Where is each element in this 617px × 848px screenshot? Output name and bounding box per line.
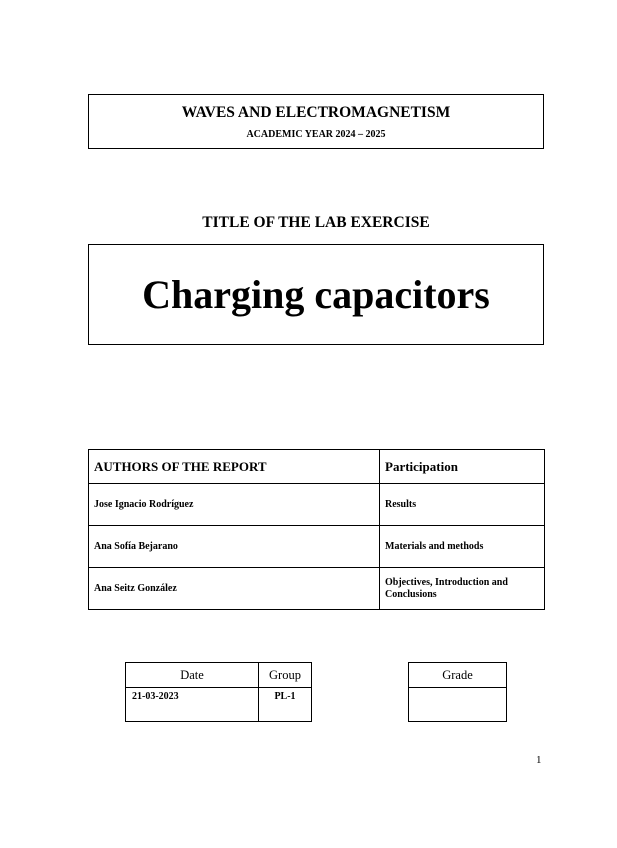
author-participation: Results: [380, 484, 545, 526]
author-name: Ana Sofía Bejarano: [89, 526, 380, 568]
group-label: Group: [259, 663, 312, 688]
authors-table-header: [89, 450, 545, 484]
academic-year: ACADEMIC YEAR 2024 – 2025: [246, 129, 386, 140]
author-participation: Objectives, Introduction and Conclusions: [380, 568, 545, 610]
course-title: WAVES AND ELECTROMAGNETISM: [181, 104, 451, 121]
report-title: Charging capacitors: [142, 272, 490, 317]
table-row: [89, 568, 545, 610]
author-name: Jose Ignacio Rodríguez: [89, 484, 380, 526]
date-value: 21-03-2023: [126, 688, 259, 722]
page-number: 1: [536, 754, 542, 766]
author-participation: Materials and methods: [380, 526, 545, 568]
date-group-table: [125, 662, 312, 722]
authors-table: [88, 449, 545, 610]
authors-header: AUTHORS OF THE REPORT: [89, 450, 380, 484]
lab-exercise-label: TITLE OF THE LAB EXERCISE: [202, 214, 430, 231]
grade-value: [409, 688, 507, 722]
group-value: PL-1: [259, 688, 312, 722]
author-name: Ana Seitz González: [89, 568, 380, 610]
date-label: Date: [126, 663, 259, 688]
report-title-box: [88, 244, 544, 345]
grade-table: [408, 662, 507, 722]
table-row: [89, 484, 545, 526]
grade-label: Grade: [409, 663, 507, 688]
participation-header: Participation: [380, 450, 545, 484]
course-header-box: [88, 94, 544, 149]
table-row: [89, 526, 545, 568]
